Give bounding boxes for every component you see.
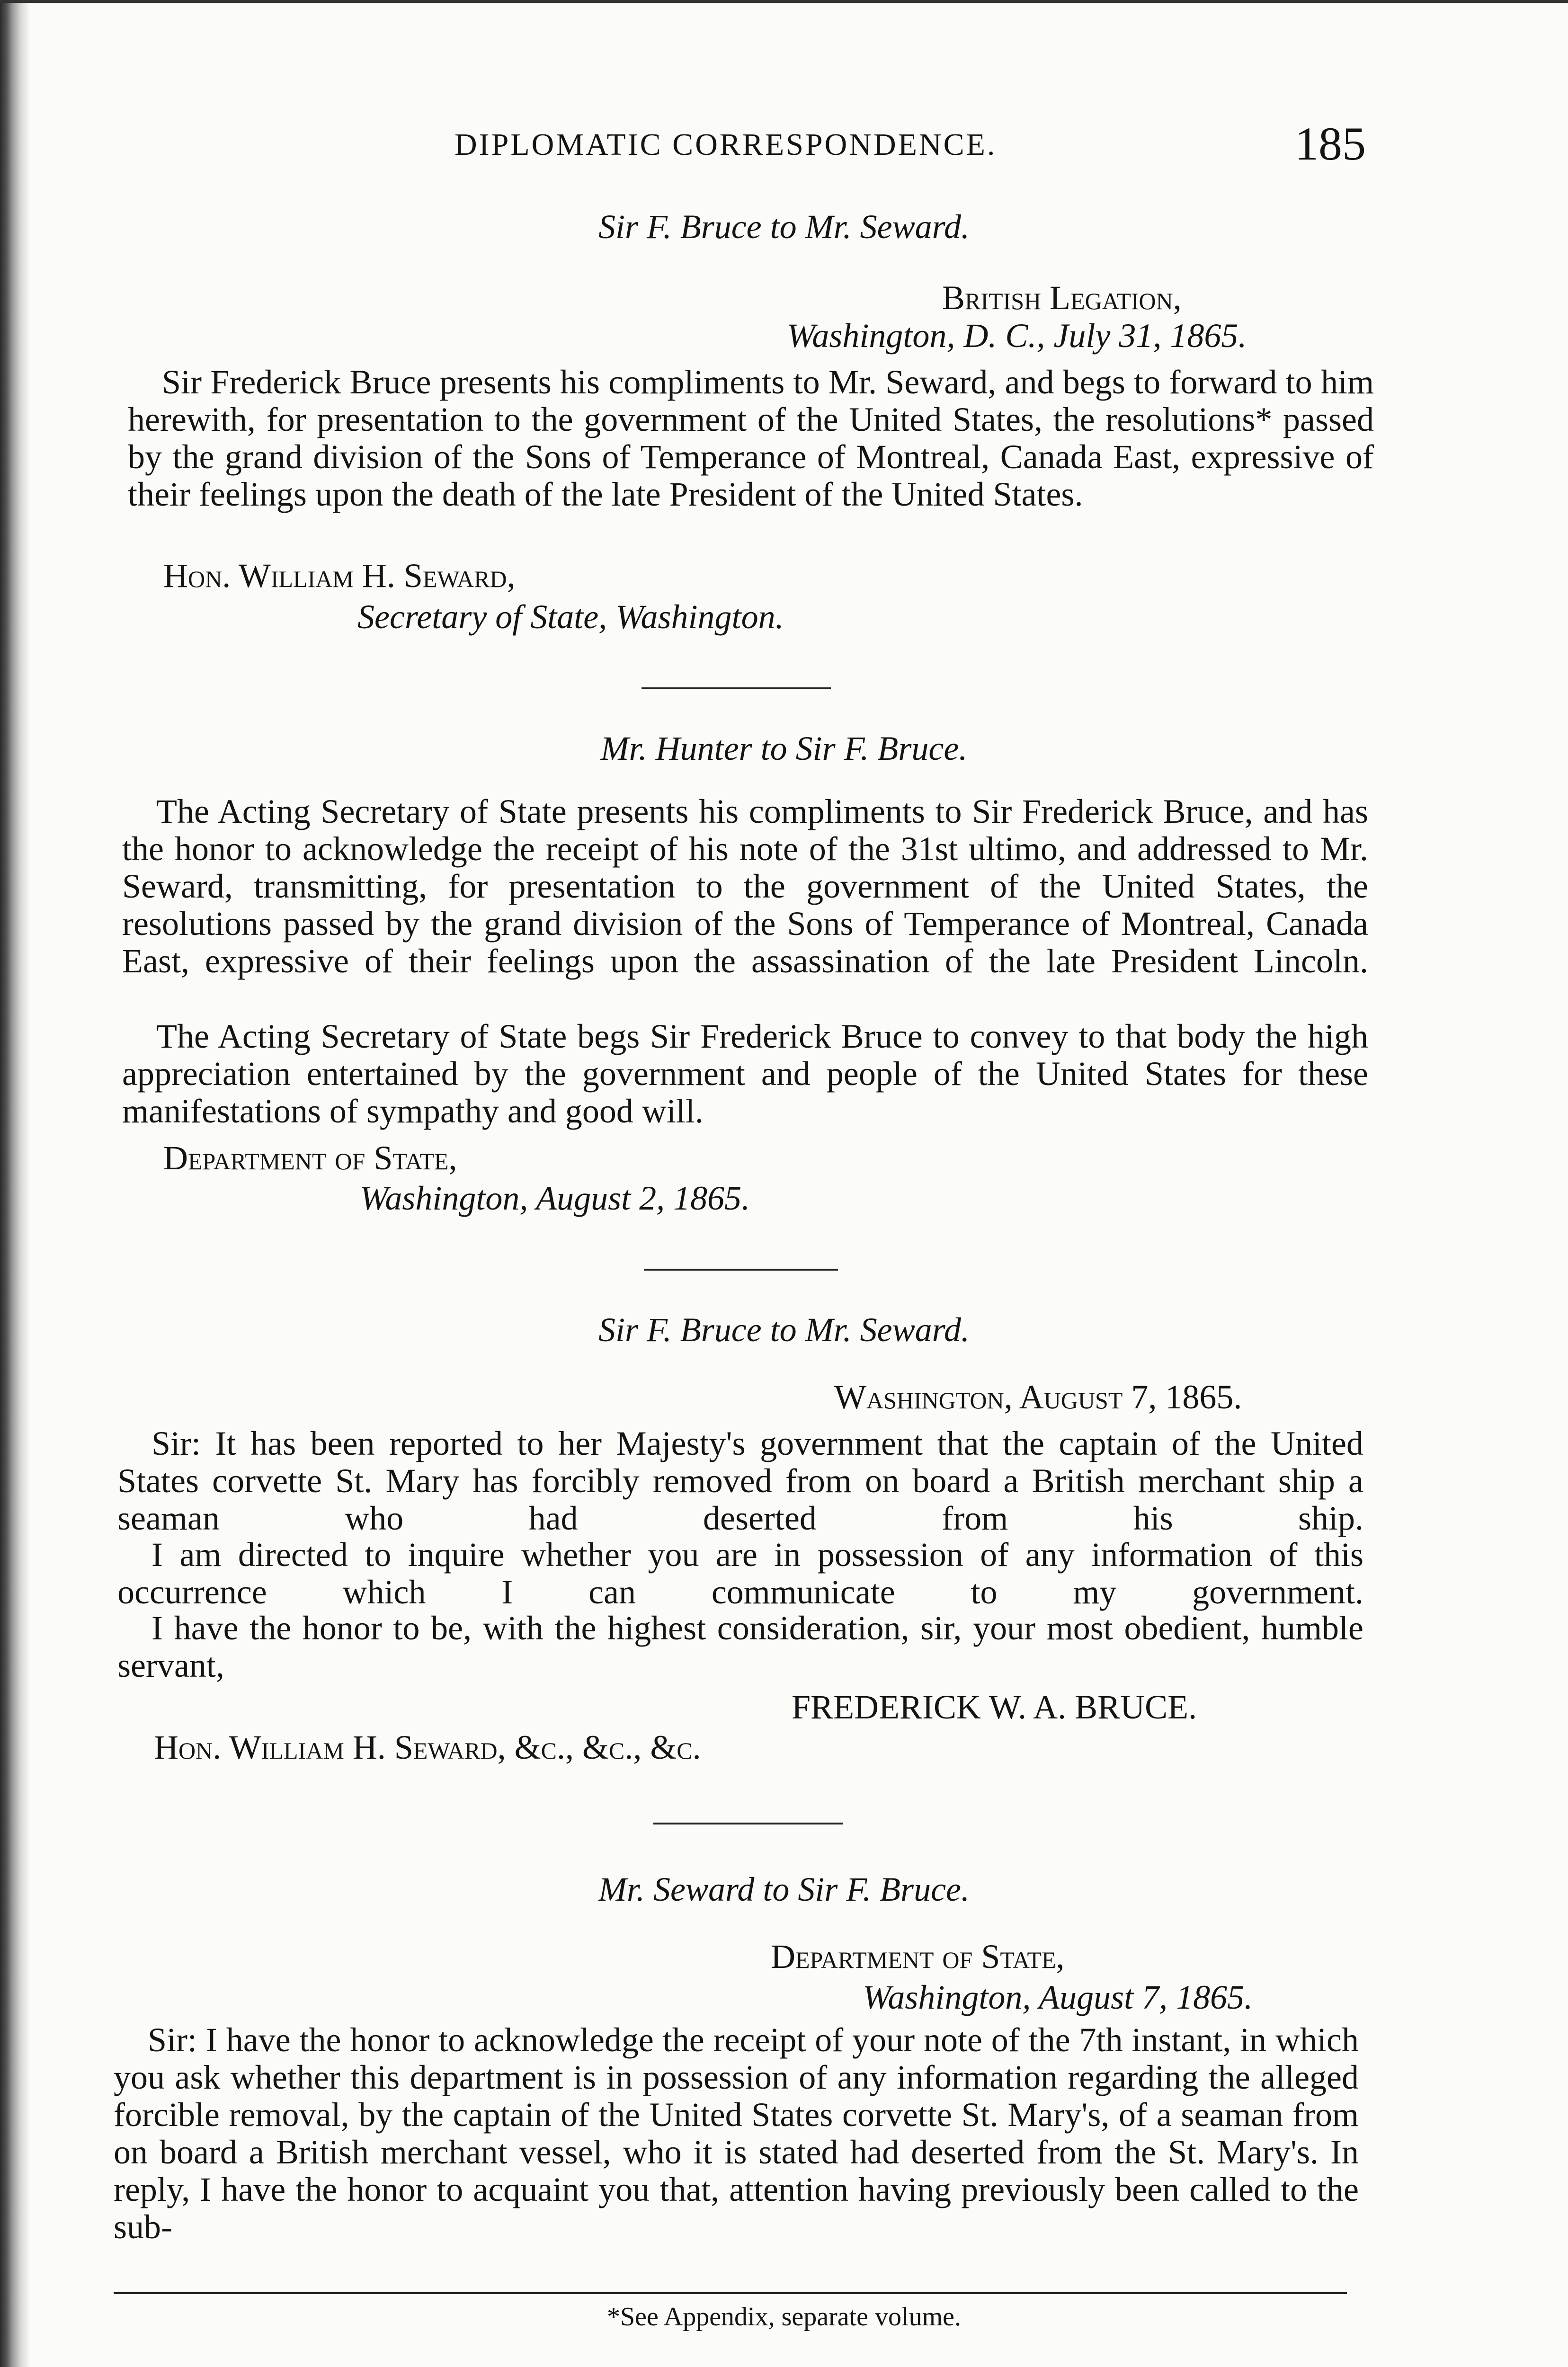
letter-4-date: Washington, August 7, 1865. <box>863 1978 1253 2016</box>
letter-3-heading: Sir F. Bruce to Mr. Seward. <box>598 1311 970 1349</box>
section-divider <box>644 1269 838 1271</box>
footnote: *See Appendix, separate volume. <box>606 2302 961 2331</box>
letter-1-date: Washington, D. C., July 31, 1865. <box>787 317 1247 355</box>
section-divider <box>641 687 831 689</box>
running-head: DIPLOMATIC CORRESPONDENCE. <box>454 127 997 162</box>
letter-3-addressee: Hon. William H. Seward, &c., &c., &c. <box>154 1728 701 1766</box>
letter-1-heading: Sir F. Bruce to Mr. Seward. <box>598 208 970 246</box>
letter-2-sender: Department of State, <box>163 1139 457 1177</box>
letter-1-paragraph: Sir Frederick Bruce presents his compliments to Mr. Seward, and begs to forward to him herewith, for presentation to the government of the United States, the resolutions* passed by the grand division of the Sons of Temperance of Montreal, Canada East, expressive of their feelings upon the death of the late President of the United States. <box>128 363 1374 513</box>
section-divider <box>653 1823 843 1824</box>
letter-1-addressee-title: Secretary of State, Washington. <box>357 598 784 636</box>
letter-3-signature: FREDERICK W. A. BRUCE. <box>792 1688 1197 1726</box>
letter-2-heading: Mr. Hunter to Sir F. Bruce. <box>600 730 968 767</box>
letter-2-date: Washington, August 2, 1865. <box>360 1179 750 1217</box>
binding-edge <box>0 0 30 2367</box>
letter-2-paragraph-2: The Acting Secretary of State begs Sir Frederick Bruce to convey to that body the high appreciation entertained by the government and people of the United States for these manifestations of sympathy and good will. <box>122 1017 1368 1130</box>
top-edge <box>0 0 1568 3</box>
letter-3-paragraph-2: I am directed to inquire whether you are in possession of any information of this occurrence which I can communicate to my government. <box>117 1536 1363 1611</box>
letter-3-paragraph-1: Sir: It has been reported to her Majesty's government that the captain of the United States corvette St. Mary has forcibly removed from on board a British merchant ship a seaman who had deserted from his ship. <box>117 1424 1363 1537</box>
letter-1-place: British Legation, <box>942 279 1182 317</box>
letter-4-heading: Mr. Seward to Sir F. Bruce. <box>598 1870 970 1908</box>
page-number: 185 <box>1295 117 1366 170</box>
letter-1-addressee: Hon. William H. Seward, <box>163 557 516 595</box>
letter-4-paragraph: Sir: I have the honor to acknowledge the receipt of your note of the 7th instant, in which you ask whether this department is in possession of any information regarding the alleged forcible removal, by the captain of the United States corvette St. Mary's, of a seaman from on board a British merchant vessel, who it is stated had deserted from the St. Mary's. In reply, I have the honor to acquaint you that, attention having previously been called to the sub- <box>114 2021 1359 2246</box>
footnote-rule <box>114 2292 1347 2294</box>
letter-3-place-date: Washington, August 7, 1865. <box>834 1378 1242 1416</box>
letter-3-paragraph-3: I have the honor to be, with the highest consideration, sir, your most obedient, humble servant, <box>117 1609 1363 1684</box>
letter-2-paragraph-1: The Acting Secretary of State presents his compliments to Sir Frederick Bruce, and has the honor to acknowledge the receipt of his note of the 31st ultimo, and addressed to Mr. Seward, transmitting, for presentation to the government of the United States, the resolutions passed by the grand division of the Sons of Temperance of Montreal, Canada East, expressive of their feelings upon the assassination of the late President Lincoln. <box>122 792 1368 980</box>
letter-4-place: Department of State, <box>771 1938 1065 1975</box>
